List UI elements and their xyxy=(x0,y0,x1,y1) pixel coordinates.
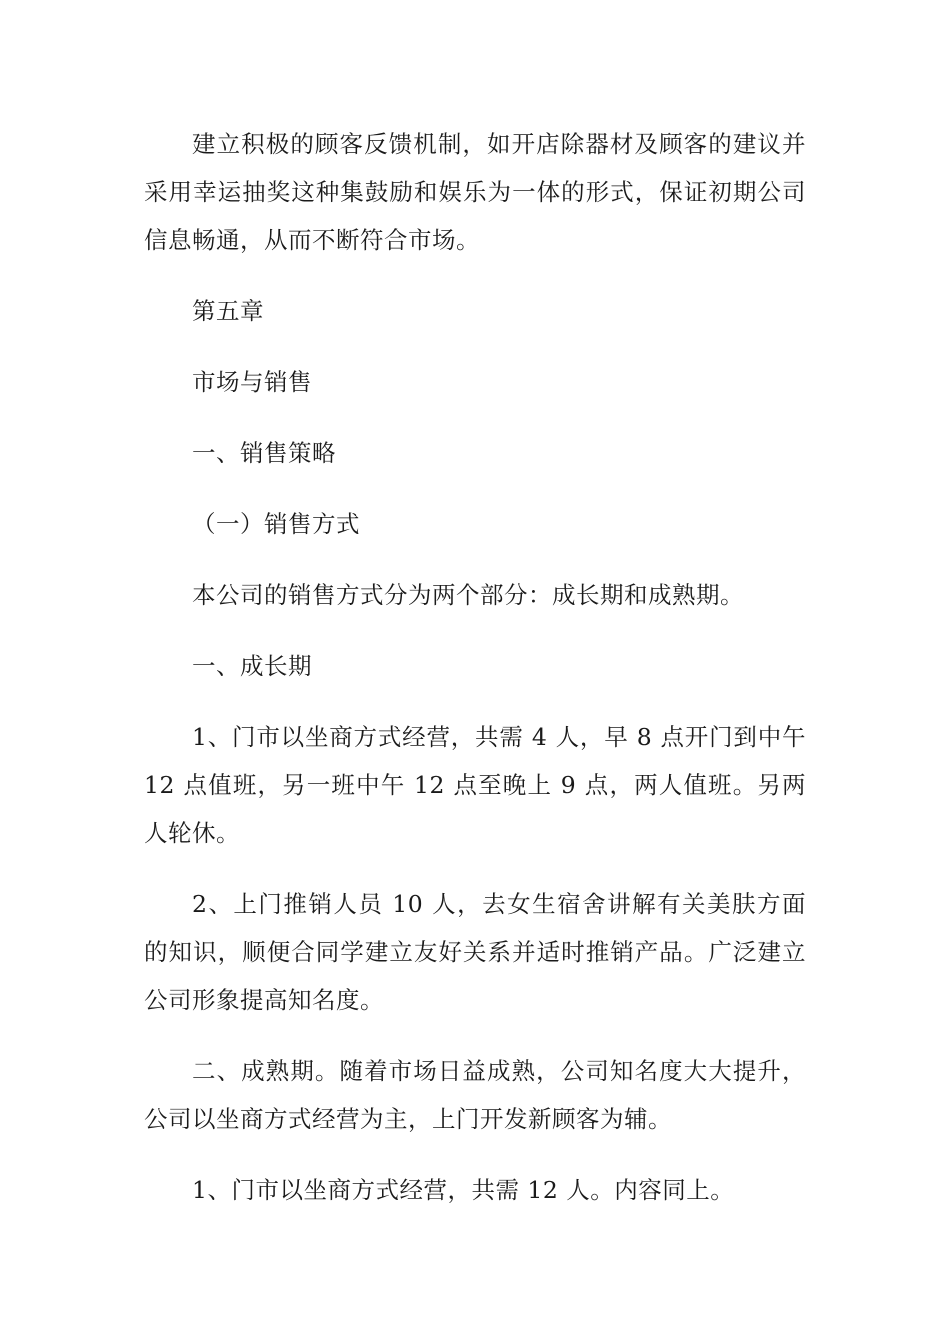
paragraph-mature-stage: 二、成熟期。随着市场日益成熟，公司知名度大大提升，公司以坐商方式经营为主，上门开发新顾客为辅。 xyxy=(144,1057,806,1133)
subsection-heading: （一）销售方式 xyxy=(192,510,360,538)
paragraph-mature-storefront: 1、门市以坐商方式经营，共需 12 人。内容同上。 xyxy=(192,1176,735,1204)
chapter-heading: 第五章 xyxy=(192,297,264,325)
paragraph-storefront-staff: 1、门市以坐商方式经营，共需 4 人，早 8 点开门到中午 12 点值班，另一班中午 12 点至晚上 9 点，两人值班。另两人轮休。 xyxy=(144,723,806,847)
paragraph-feedback: 建立积极的顾客反馈机制，如开店除器材及顾客的建议并采用幸运抽奖这种集鼓励和娱乐为一体的形式，保证初期公司信息畅通，从而不断符合市场。 xyxy=(144,130,806,254)
document-page xyxy=(144,120,806,1214)
paragraph-sales-overview: 本公司的销售方式分为两个部分：成长期和成熟期。 xyxy=(192,581,744,609)
paragraph-door-to-door: 2、上门推销人员 10 人，去女生宿舍讲解有关美肤方面的知识，顺便合同学建立友好关系并适时推销产品。广泛建立公司形象提高知名度。 xyxy=(144,890,806,1014)
section-heading: 一、销售策略 xyxy=(192,439,336,467)
growth-stage-heading: 一、成长期 xyxy=(192,652,312,680)
chapter-title: 市场与销售 xyxy=(192,368,312,396)
